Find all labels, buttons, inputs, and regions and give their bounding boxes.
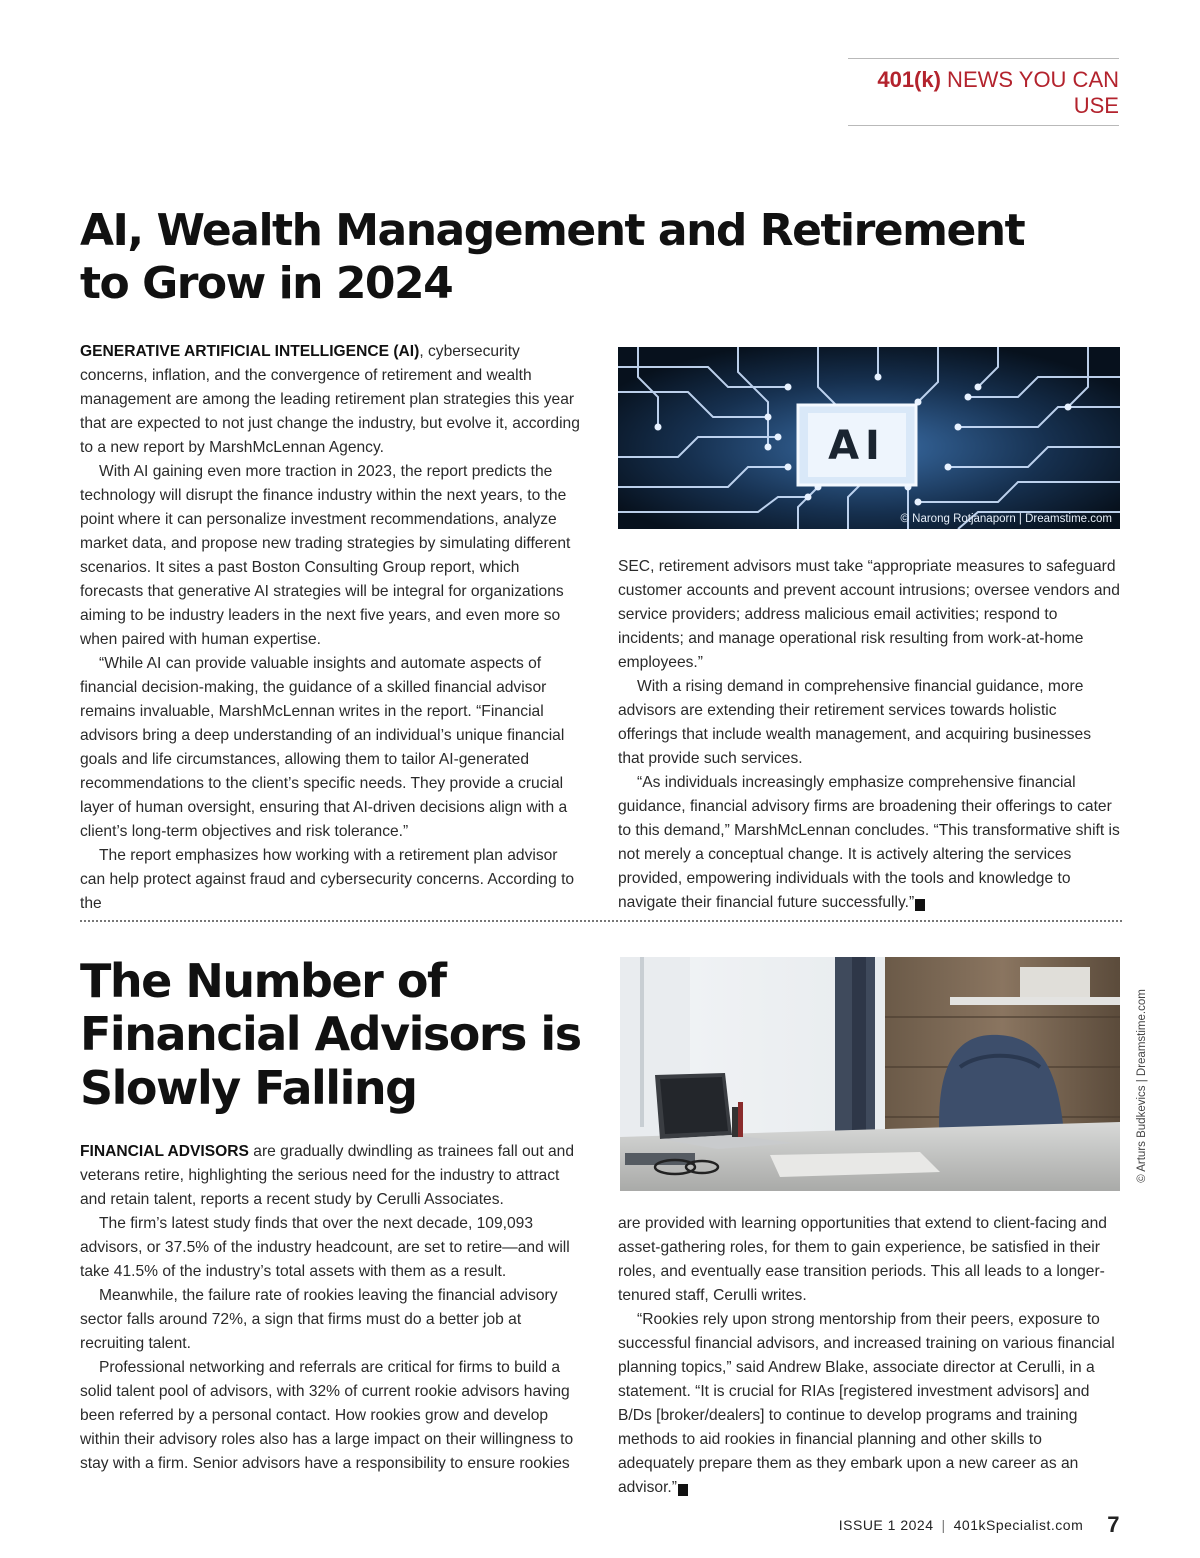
article2-closing-text: “Rookies rely upon strong mentorship from their peers, exposure to successful financial advisors, and increased training on various financial planning topics,” said Andrew Blake, associate director at Cerulli, in a statement. “It is crucial for RIAs [registered investment advisors] and B/Ds [broker/dealers] to continue to develop programs and training methods to aid rookies in financial planning and other skills to adequately prepare them as they embark upon a new career as an advisor.” — [618, 1311, 1115, 1496]
circuit-board-illustration — [618, 347, 1120, 529]
section-label: NEWS YOU CAN USE — [940, 67, 1119, 118]
article2-paragraph: Meanwhile, the failure rate of rookies leaving the financial advisory sector falls around 72%, a sign that firms must do a better job at recruiting talent. — [80, 1287, 558, 1352]
photo-credit: © Arturs Budkevics | Dreamstime.com — [1136, 989, 1148, 1183]
end-mark-icon: K — [915, 899, 925, 911]
page-footer — [700, 1512, 1120, 1538]
article1-lead-caps: GENERATIVE ARTIFICIAL INTELLIGENCE (AI) — [80, 343, 420, 360]
article2-paragraph: are provided with learning opportunities that extend to client-facing and asset-gathering roles, for them to gain experience, be satisfied in their roles, and eventually ease transition periods. This all leads to a longer-tenured staff, Cerulli writes. — [618, 1215, 1107, 1304]
article1-column-1 — [80, 340, 585, 916]
article1-paragraph: With a rising demand in comprehensive financial guidance, more advisors are extending their retirement services towards holistic offerings that include wealth management, and acquiring businesses that provide such services. — [618, 678, 1092, 767]
article1-paragraph: “While AI can provide valuable insights and automate aspects of financial decision-making, the guidance of a skilled financial advisor remains invaluable, MarshMcLennan writes in the report. “Financial advisors bring a deep understanding of an individual’s unique financial goals and life circumstances, allowing them to tailor AI-generated recommendations to the client’s specific needs. They provide a crucial layer of human oversight, ensuring that AI-driven decisions align with a client’s long-term objectives and risk tolerance.” — [80, 655, 568, 840]
article1-lead-text: , cybersecurity concerns, inflation, and the convergence of retirement and wealth management are among the leading retirement plan strategies this year that are expected to not just change the industry, but evolve it, according to a new report by MarshMcLennan Agency. — [80, 343, 580, 456]
article1-paragraph: The report emphasizes how working with a retirement plan advisor can help protect against fraud and cybersecurity concerns. According to the — [80, 847, 575, 912]
article1-column-2 — [618, 555, 1120, 915]
section-header — [848, 58, 1119, 126]
article-divider — [80, 920, 1122, 922]
photo-credit: © Narong Rotjanaporn | Dreamstime.com — [900, 513, 1112, 525]
article1-last-paragraph — [618, 771, 1120, 915]
footer-separator: | — [941, 1517, 946, 1533]
ai-circuit-photo — [618, 347, 1120, 529]
issue-label: ISSUE 1 2024 — [838, 1517, 934, 1533]
office-desk-photo — [620, 957, 1120, 1191]
end-mark-icon: K — [678, 1484, 688, 1496]
article2-paragraph: Professional networking and referrals are critical for firms to build a solid talent pool of advisors, with 32% of current rookie advisors having been referred by a personal contact. How rookies grow and develop within their advisory roles also has a large impact on their willingness to stay with a firm. Senior advisors have a responsibility to ensure rookies — [80, 1359, 574, 1472]
article1-lead-paragraph — [80, 340, 585, 460]
article1-paragraph: With AI gaining even more traction in 2023, the report predicts the technology will disrupt the finance industry within the next years, to the point where it can personalize investment recommendations, analyze market data, and propose new trading strategies by simulating different scenarios. It sites a past Boston Consulting Group report, which forecasts that generative AI strategies will be integral for organizations aiming to be industry leaders in the next five years, and even more so when paired with human expertise. — [80, 463, 571, 648]
article2-paragraph: The firm’s latest study finds that over the next decade, 109,093 advisors, or 37.5% of the industry headcount, are set to retire—and will take 41.5% of the industry’s total assets with them as a result. — [80, 1215, 570, 1280]
article2-lead-caps: FINANCIAL ADVISORS — [80, 1143, 249, 1160]
ai-chip-label: AI — [828, 423, 886, 469]
article1-closing-text: “As individuals increasingly emphasize comprehensive financial guidance, financial advisory firms are broadening their offerings to cater to this demand,” MarshMcLennan concludes. “This transformative shift is not merely a conceptual change. It is actively altering the services provided, empowering individuals with the tools and knowledge to navigate their financial future successfully.” — [618, 774, 1120, 911]
article2-title: The Number of Financial Advisors is Slowly Falling — [80, 954, 581, 1115]
site-link[interactable]: 401kSpecialist.com — [953, 1517, 1084, 1533]
section-brand: 401(k) — [877, 67, 941, 92]
article2-column-1 — [80, 1140, 585, 1476]
article2-lead-paragraph — [80, 1140, 585, 1212]
article2-lead-text: are gradually dwindling as trainees fall out and veterans retire, highlighting the serious need for the industry to attract and retain talent, reports a recent study by Cerulli Associates. — [80, 1143, 575, 1208]
article2-column-2 — [618, 1212, 1120, 1500]
article2-last-paragraph — [618, 1308, 1120, 1500]
article1-paragraph: SEC, retirement advisors must take “appropriate measures to safeguard customer accounts and prevent account intrusions; oversee vendors and service providers; address malicious email activities; respond to incidents; and manage operational risk resulting from work-at-home employees.” — [618, 558, 1120, 671]
page-number: 7 — [1107, 1512, 1120, 1537]
photo-credit-vertical — [1132, 988, 1152, 1192]
article1-title: AI, Wealth Management and Retirement to Grow in 2024 — [80, 205, 1025, 309]
office-desk-illustration — [620, 957, 1120, 1191]
